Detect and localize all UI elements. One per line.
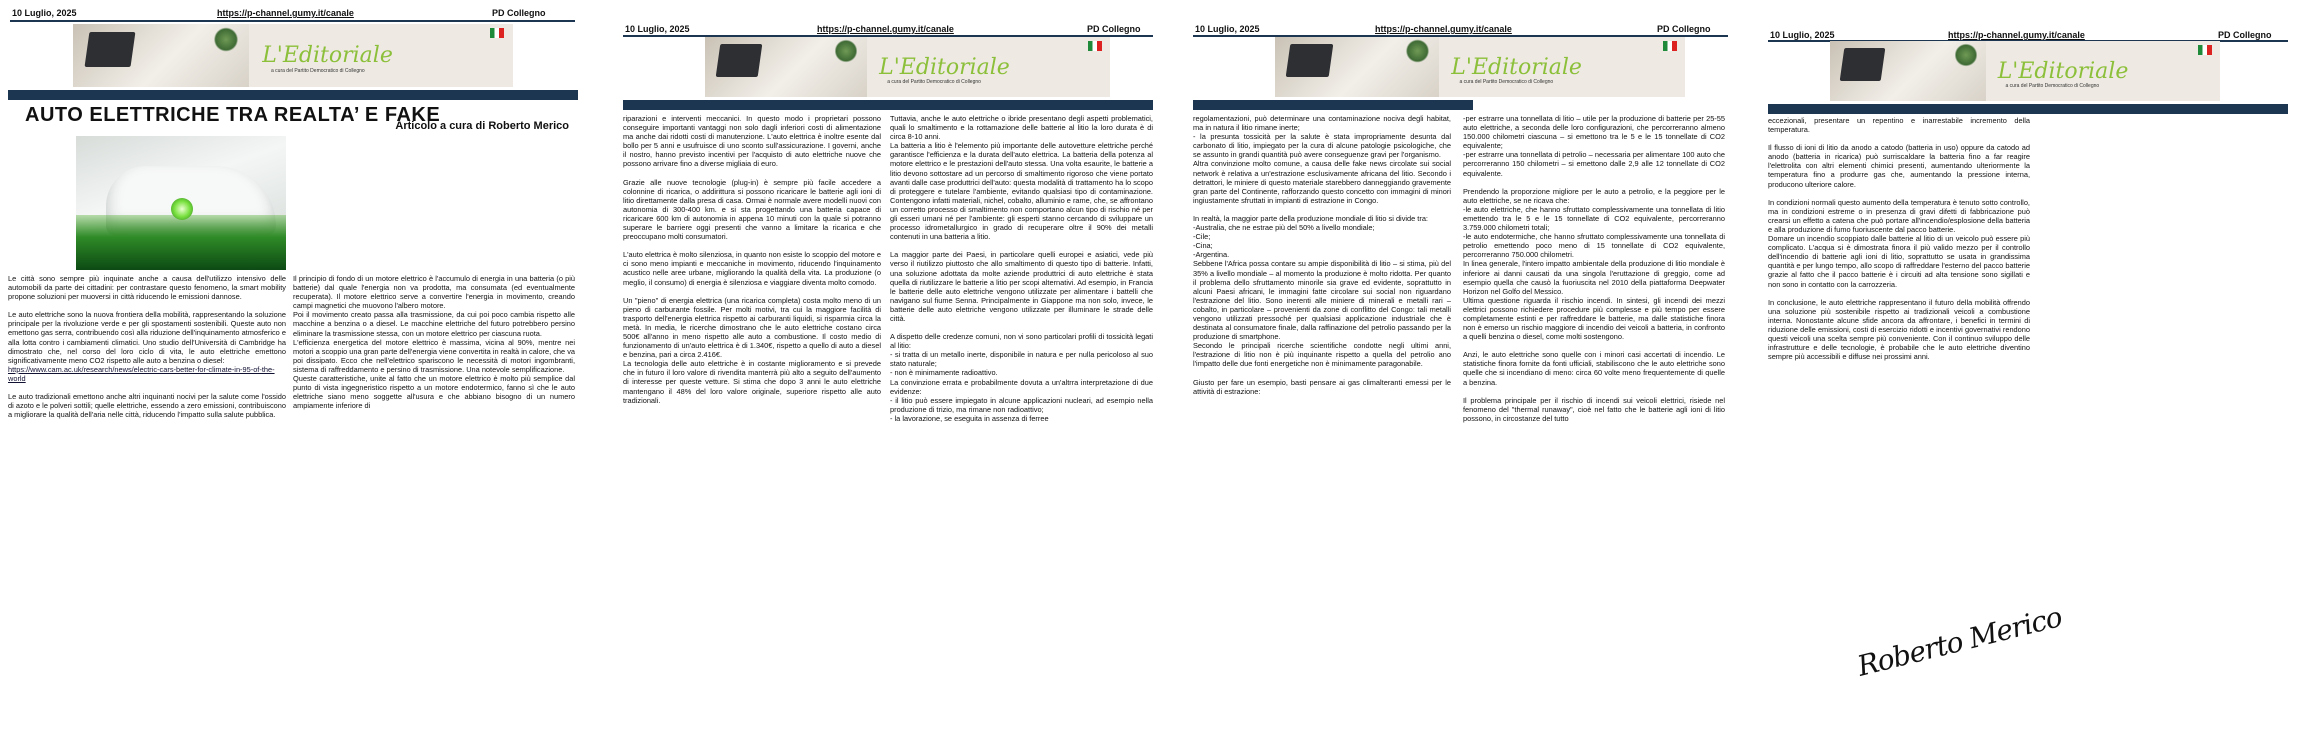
header-url[interactable]: https://p-channel.gumy.it/canale: [1948, 30, 2085, 40]
paragraph: regolamentazioni, può determinare una contaminazione nociva degli habitat, ma in natura il litio rimane inerte;: [1193, 114, 1451, 133]
paragraph: In conclusione, le auto elettriche rappresentano il futuro della mobilità offrendo una soluzione più sostenibile rispetto ai tradizionali veicoli a combustione interna. Nonostante alcune sfide ancora da affrontare, i benefici in termini di riduzione delle emissioni, costi di esercizio ridotti e incentivi governativi rendono questi veicoli una scelta sempre più conveniente. Con il continuo sviluppo delle infrastrutture e delle tecnologie, è probabile che le auto elettriche diventino sempre più accessibili e diffuse nei prossimi anni.: [1768, 297, 2030, 362]
editorial-logo-sub: a cura del Partito Democratico di Collegno: [1459, 79, 1554, 85]
header-date: 10 Luglio, 2025: [625, 24, 690, 34]
paragraph: - la presunta tossicità per la salute è stata impropriamente desunta dal carbonato di litio, impiegato per la cura di alcune patologie psicologiche, che se assunto in grandi quantità può avere conseguenze gravi per l'organismo.: [1193, 132, 1451, 160]
header-url[interactable]: https://p-channel.gumy.it/canale: [1375, 24, 1512, 34]
paragraph: eccezionali, presentare un repentino e inarrestabile incremento della temperatura.: [1768, 116, 2030, 135]
cambridge-study-link[interactable]: https://www.cam.ac.uk/research/news/electric-cars-better-for-climate-in-95-of-the-world: [8, 364, 275, 383]
article-subtitle: Articolo a cura di Roberto Merico: [395, 120, 569, 132]
paragraph: Anzi, le auto elettriche sono quelle con i minori casi accertati di incendio. Le statistiche finora fornite da fonti ufficiali, stabiliscono che le auto elettriche sono quelle che si incendiano di meno: circa 60 volte meno frequentemente di quelle a benzina.: [1463, 350, 1725, 387]
page1-col1: [8, 274, 286, 428]
paragraph: -le auto endotermiche, che hanno sfruttato complessivamente una tonnellata di petrolio emettendo poco meno di 15 tonnellate di CO2 equivalente, percorreranno 750.000 chilometri.: [1463, 232, 1725, 260]
page1-col2: [293, 274, 575, 419]
paragraph: -Cina;: [1193, 241, 1213, 251]
paragraph: Il problema principale per il rischio di incendi sui veicoli elettrici, risiede nel fenomeno del "thermal runaway", cioè nel fatto che le batterie agli ioni di litio possono, in circostanze del tutto: [1463, 395, 1725, 423]
paragraph: - non è minimamente radioattivo.: [890, 368, 998, 378]
paragraph: L'auto elettrica è molto silenziosa, in quanto non esiste lo scoppio del motore e ci sono meno impianti e meccaniche in movimento, riducendo l'inquinamento acustico nelle aree urbane, migliorando la qualità della vita. La produzione (o meglio, il consumo) di energia è silenziosa e viaggiare diventa molto comodo.: [623, 250, 881, 287]
paragraph: Il principio di fondo di un motore elettrico è l'accumulo di energia in una batteria (o più batterie) dal quale l'energia non va prodotta, ma consumata (ed eventualmente recuperata). Il motore elettrico serve a convertire l'energia in movimento, creando campi magnetici che muovono l'albero motore.: [293, 274, 575, 311]
editorial-logo-sub: a cura del Partito Democratico di Collegno: [887, 79, 981, 85]
paragraph: Poi il movimento creato passa alla trasmissione, da cui poi poco cambia rispetto alle macchine a benzina o a diesel. Le macchine elettriche del futuro potrebbero persino eliminare la trasmissione stessa, con un motore elettrico per ciascuna ruota.: [293, 310, 575, 338]
paragraph: -Cile;: [1193, 232, 1211, 242]
header-url[interactable]: https://p-channel.gumy.it/canale: [817, 24, 954, 34]
page3-col2: [1463, 114, 1725, 432]
header-date: 10 Luglio, 2025: [1770, 30, 1835, 40]
paragraph: -per estrarre una tonnellata di litio – utile per la produzione di batterie per 25-55 auto elettriche, a seconda delle loro configurazioni, che percorreranno almeno 150.000 chilometri ciascuna – si emettono tra le 5 e le 15 tonnellate di CO2 equivalente;: [1463, 114, 1725, 151]
paragraph: Prendendo la proporzione migliore per le auto a petrolio, e la peggiore per le auto elettriche, se ne ricava che:: [1463, 186, 1725, 205]
editorial-logo: L'Editoriale: [262, 42, 393, 68]
paragraph: -le auto elettriche, che hanno sfruttato complessivamente una tonnellata di litio emettendo tra le 5 e le 15 tonnellate di CO2 equivalente, percorreranno 3.759.000 chilometri totali;: [1463, 204, 1725, 233]
paragraph: -Australia, che ne estrae più del 50% a livello mondiale;: [1193, 223, 1375, 233]
pd-logo-icon: [1663, 41, 1677, 51]
editorial-logo: L'Editoriale: [1997, 59, 2129, 84]
paragraph: La tecnologia delle auto elettriche è in costante miglioramento e si prevede che in futuro il loro valore di rivendita manterrà più alto a seguito dell'aumento di interesse per queste vetture. Si stima che dopo 3 anni le auto elettriche mantengano il 48% del loro valore originale, superiore rispetto alle auto tradizionali.: [623, 359, 881, 405]
paragraph: La convinzione errata e probabilmente dovuta a un'altrra interpretazione di due evidenze:: [890, 377, 1153, 396]
header-date: 10 Luglio, 2025: [12, 8, 77, 18]
banner-bar: [1193, 100, 1473, 110]
editorial-banner: [1275, 37, 1685, 97]
header-author-tag: PD Collegno: [492, 8, 546, 18]
article-title: AUTO ELETTRICHE TRA REALTA’ E FAKE: [25, 104, 441, 126]
editorial-banner: [705, 37, 1110, 97]
electric-car-image: [76, 136, 286, 270]
paragraph: Domare un incendio scoppiato dalle batterie al litio di un veicolo può essere più complicato. L'acqua si è dimostrata finora il più valido mezzo per il controllo dell'incendio di batterie agli ioni di litio, soprattutto se usata in grandissima quantità e per lungo tempo, allo scopo di raffreddare l'esterno del pacco batterie grazie al fatto che il pacco batterie è i circuiti ad alta tensione sono sigillati e non sono in contatto con la carrozzeria.: [1768, 234, 2030, 289]
header-url[interactable]: https://p-channel.gumy.it/canale: [217, 8, 354, 18]
header-author-tag: PD Collegno: [2218, 30, 2272, 40]
header-date: 10 Luglio, 2025: [1195, 24, 1260, 34]
author-signature: Roberto Merico: [1854, 600, 2065, 683]
page4-col1: [1768, 116, 2030, 370]
page-4: [1760, 0, 2297, 735]
page3-col1: [1193, 114, 1451, 405]
paragraph: -Argentina.: [1193, 250, 1230, 260]
paragraph: Le città sono sempre più inquinate anche a causa dell'utilizzo intensivo delle automobili da parte dei cittadini: per contrastare questo fenomeno, la smart mobility propone soluzioni per muoversi in città riducendo le emissioni dannose.: [8, 274, 286, 302]
paragraph: Secondo le principali ricerche scientifiche condotte negli ultimi anni, l'estrazione di litio non è più inquinante rispetto a quella del petrolio ano l'impatto delle due fonti energetiche non è minimamente paragonabile.: [1193, 341, 1451, 369]
editorial-banner: [1830, 41, 2220, 101]
paragraph: Il flusso di ioni di litio da anodo a catodo (batteria in uso) oppure da catodo ad anodo (batteria in ricarica) può surriscaldare la batteria fino a far reagire l'elettrolita con altri elementi chimici presenti, aumentando ulteriormente la temperatura fino a produrre gas che, aumentando la pressione interna, producono ulteriore calore.: [1768, 143, 2030, 189]
paragraph: Le auto elettriche sono la nuova frontiera della mobilità, rappresentando la soluzione principale per la rivoluzione verde e per gli spostamenti sostenibili. Queste auto non emettono gas serra, contribuendo così alla riduzione dell'inquinamento atmosferico e alla lotta contro i cambiamenti climatici. Uno studio dell'Università di Cambridge ha dimostrato che, nel corso del loro ciclo di vita, le auto elettriche emettono significativamente meno CO2 rispetto alle auto a benzina o diesel:: [8, 310, 286, 365]
editorial-banner: [73, 24, 513, 87]
editorial-logo: L'Editoriale: [1451, 55, 1582, 80]
paragraph: Tuttavia, anche le auto elettriche o ibride presentano degli aspetti problematici, quali lo smaltimento e la rottamazione delle batterie al litio la loro durata è di circa 8-10 anni.: [890, 114, 1153, 142]
pd-logo-icon: [1088, 41, 1102, 51]
banner-bar: [623, 100, 1153, 110]
editorial-logo: L'Editoriale: [879, 55, 1010, 80]
banner-bar: [8, 90, 578, 100]
paragraph: -per estrarre una tonnellata di petrolio – necessaria per alimentare 100 auto che percorreranno 150 chilometri – si emettono dalle 2,9 alle 12 tonnellate di CO2 equivalente.: [1463, 150, 1725, 178]
editorial-logo-sub: a cura del Partito Democratico di Collegno: [2005, 83, 2100, 89]
page2-col1: [623, 114, 881, 414]
header-rule: [10, 20, 575, 22]
paragraph: - la lavorazione, se eseguita in assenza di ferree: [890, 413, 1049, 423]
paragraph: In linea generale, l'intero impatto ambientale della produzione di litio mondiale è inferiore ai danni causati da una singola l'eruttazione di greggio, come ad esempio quella che causò la fuoriuscita nel 2010 della piattaforma Deepwater Horizon nel Golfo del Messico.: [1463, 259, 1725, 296]
pd-logo-icon: [2198, 45, 2212, 55]
paragraph: L'efficienza energetica del motore elettrico è massima, vicina al 90%, mentre nei motori a scoppio una gran parte dell'energia viene convertita in realtà in calore, che va poi dissipato. Ecco che nell'elettrico spariscono le necessità di motori ingombranti, sistema di raffreddamento e persino di trasmissione. Una notevole semplificazione.: [293, 337, 576, 374]
paragraph: - il litio può essere impiegato in alcune applicazioni nucleari, ad esempio nella produzione di trizio, ma rimane non radioattivo;: [890, 395, 1153, 414]
paragraph: Sebbene l'Africa possa contare su ampie disponibilità di litio – si stima, più del 35% a livello mondiale – al momento la produzione è molto ridotta. Per quanto il problema dello sfruttamento minorile sia grave ed evidente, soprattutto in alcuni Paesi africani, le immagini fatte circolare sui social non riguardano l'estrazione del litio. Sono inerenti alle miniere di minerali e metalli rari – cobalto, in particolare – provenienti da zone di conflitto del Congo: tali metalli vengono utilizzati pressoché per qualsiasi applicazione industriale che è destinata al consumatore finale, dalla raffinazione del petrolio passando per la produzione di smartphone.: [1193, 259, 1451, 342]
paragraph: Giusto per fare un esempio, basti pensare ai gas climalteranti emessi per le attività di estrazione:: [1193, 377, 1451, 396]
paragraph: A dispetto delle credenze comuni, non vi sono particolari profili di tossicità legati al litio:: [890, 332, 1153, 351]
paragraph: Grazie alle nuove tecnologie (plug-in) è sempre più facile accedere a colonnine di ricarica, o addirittura si possono ricaricare le batterie agli ioni di litio direttamente dalla presa di casa. Ormai è normale avere modelli nuovi con autonomia di 300-400 km. e si sta progettando una batteria capace di ricaricare 600 km di autonomia in appena 10 minuti con la quale si potranno superare le barriere oggi presenti che vanno a limitare la ricarica e che preoccupano molti consumatori.: [623, 177, 881, 242]
paragraph: Altra convinzione molto comune, a causa delle fake news circolate sui social network è relativa a un'estrazione esclusivamente africana del litio. Secondo i detrattori, le miniere di questo materiale starebbero danneggiando gravemente gran parte del Continente, rafforzando questo concetto con immagini di minori ingiustamente sfruttati in impianti di estrazione in Congo.: [1193, 159, 1451, 205]
paragraph: riparazioni e interventi meccanici. In questo modo i proprietari possono conseguire importanti vantaggi non solo dagli inferiori costi di alimentazione ma anche dai ridotti costi di manutenzione. L'auto elettrica è inoltre esente dal bollo per 5 anni e usufruisce di uno sconto sull'assicurazione. I governi, anche il nostro, hanno previsto incentivi per l'acquisto di auto elettriche nuove che possono arrivare fino a diverse migliaia di euro.: [623, 114, 881, 169]
paragraph: Un "pieno" di energia elettrica (una ricarica completa) costa molto meno di un pieno di carburante fossile. Per molti motivi, tra cui la maggiore facilità di trasporto dell'energia elettrica rispetto ai carburanti liquidi, si risparmia circa la metà. In media, le ricerche dimostrano che le auto elettriche costano circa 500€ all'anno in meno rispetto alle auto a combustione. Il costo medio di funzionamento di un'auto elettrica è di 1.340€, rispetto a quello di auto a diesel e benzina, pari a circa 2.416€.: [623, 295, 881, 360]
paragraph: Ultima questione riguarda il rischio incendi. In sintesi, gli incendi dei mezzi elettrici possono richiedere procedure più complesse e più tempo per essere completamente estinti e per raffreddare le batterie, ma dalle statistiche finora non è emerso un rischio maggiore di incendio dei veicoli a batteria, in confronto a quelli benzina o diesel, come molti sostengono.: [1463, 295, 1725, 342]
header-author-tag: PD Collegno: [1657, 24, 1711, 34]
paragraph: Le auto tradizionali emettono anche altri inquinanti nocivi per la salute come l'ossido di azoto e le polveri sottili; quelle elettriche, essendo a zero emissioni, contribuiscono a migliorare la qualità dell'aria nelle città, riducendo l'impatto sulla salute pubblica.: [8, 392, 286, 420]
header-author-tag: PD Collegno: [1087, 24, 1141, 34]
banner-bar: [1768, 104, 2288, 114]
paragraph: In condizioni normali questo aumento della temperatura è tenuto sotto controllo, ma in condizioni estreme o in presenza di gravi difetti di fabbricazione può crearsi un effetto a catena che può portare all'incendio/esplosione della batteria e alla produzione di fumo fuoriuscente dal pacco batterie.: [1768, 197, 2030, 234]
paragraph: - si tratta di un metallo inerte, disponibile in natura e per nulla pericoloso al suo stato naturale;: [890, 350, 1153, 369]
paragraph: In realtà, la maggior parte della produzione mondiale di litio si divide tra:: [1193, 213, 1428, 223]
page2-col2: [890, 114, 1153, 423]
pd-logo-icon: [490, 28, 504, 38]
paragraph: La maggior parte dei Paesi, in particolare quelli europei e asiatici, vede più verso il riutilizzo piuttosto che allo smaltimento di questo tipo di batterie. Infatti, una soluzione adottata da molte aziende produttrici di auto elettriche è stata quella di riutilizzare le batterie a litio per scopi alternativi. Ad esempio, in Francia le batterie delle auto elettriche vengono utilizzate per alimentare i battelli che navigano sul fiume Senna. Principalmente in Giappone ma non solo, invece, le batterie delle auto elettriche vengono utilizzate per illuminare le strade delle città.: [890, 250, 1153, 323]
paragraph: La batteria a litio è l'elemento più importante delle autovetture elettriche perché garantisce l'efficienza e la durata dell'auto elettrica. La batteria della potenza al motore elettrico e le prestazioni dell'auto stessa. Una volta esaurite, le batterie a litio devono sottostare ad un percorso di smaltimento rigoroso che viene portato avanti dalle case produttrici dell'auto: questa modalità di trattamento ha lo scopo di proteggere e tutelare l'ambiente, evitando qualsiasi tipo di contaminazione. Contengono infatti materiali, nichel, cobalto, alluminio e rame, che, se affrontano un corretto processo di smaltimento non comportano alcun tipo di rischio né per gli esseri umani né per l'ambiente: gli esperti stanno cercando di sviluppare un processo idrometallurgico in grado di recuperare oltre il 90% dei metalli contenuti in una batteria a litio.: [890, 141, 1153, 242]
page-1: [0, 0, 585, 735]
paragraph: Queste caratteristiche, unite al fatto che un motore elettrico è molto più semplice dal punto di vista ingegneristico rispetto a un motore endotermico, fanno sì che le auto elettriche siano meno soggette all'usura e che abbiano bisogno di un numero ampiamente inferiore di: [293, 374, 575, 411]
page-2: [590, 0, 1165, 735]
page-3: [1185, 0, 1735, 735]
editorial-logo-sub: a cura del Partito Democratico di Collegno: [271, 68, 365, 75]
